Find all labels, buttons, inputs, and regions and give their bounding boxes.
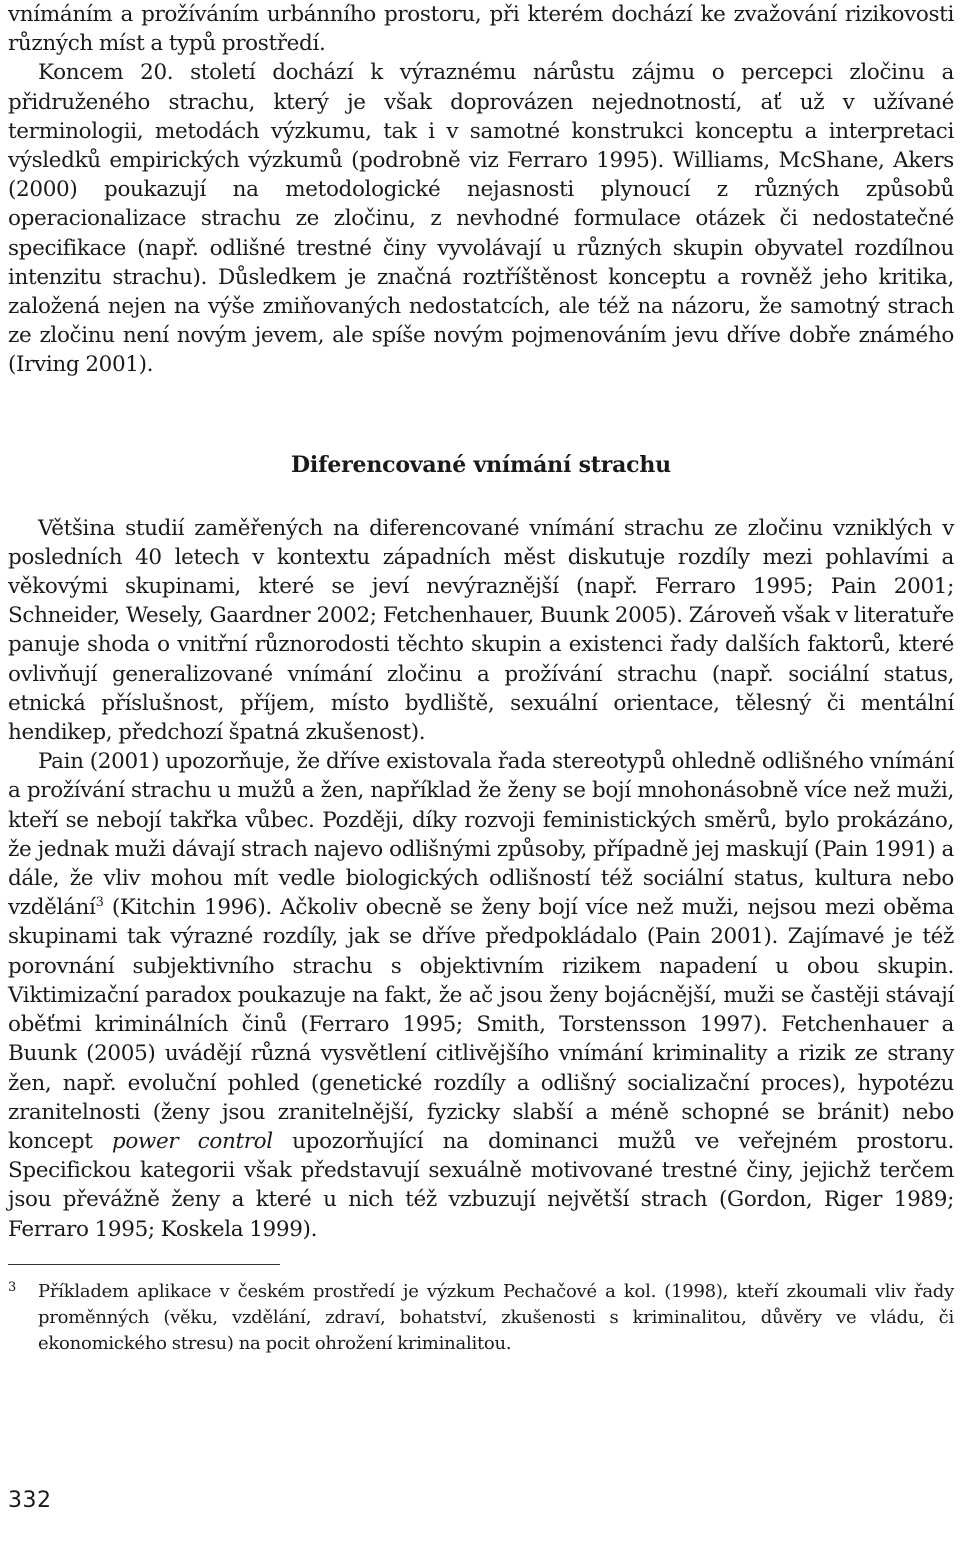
footnote [8,1279,954,1357]
footnote-divider [8,1264,280,1265]
paragraph-2-text-a: Pain (2001) upozorňuje, že dříve existovala řada stereotypů ohledně odlišného vnímání a prožívání strachu u mužů a žen, například že ženy se bojí mnohonásobně více než muži, kteří se nebojí takřka vůbec. Později, díky rozvoji feministických směrů, bylo prokázáno, že jednak muži dávají strach najevo odlišnými způsoby, případně jej maskují (Pain 1991) a dále, že vliv mohou mít vedle biologických odlišností též sociální status, kultura nebo vzdělání [8,749,954,921]
intro-paragraph-continued: vnímáním a prožíváním urbánního prostoru, při kterém dochází ke zvažování rizikovosti různých míst a typů prostředí. [8,2,954,57]
section-heading: Diferencované vnímání strachu [291,451,671,478]
paragraph-2-text-c: upozorňující na dominanci mužů ve veřejném prostoru. Specifickou kategorii však představují sexuálně motivované trestné činy, jejichž terčem jsou převážně ženy a které u nich též vzbuzují největší strach (Gordon, Riger 1989; Ferraro 1995; Koskela 1999). [8,1128,955,1242]
page-number: 332 [8,1488,52,1513]
footnote-reference: 3 [95,895,104,911]
page-body [8,0,954,1357]
section-paragraph-1: Většina studií zaměřených na diferencované vnímání strachu ze zločinu vzniklých v posledních 40 letech v kontextu západních měst diskutuje rozdíly mezi pohlavími a věkovými skupinami, které se jeví nevýraznější (např. Ferraro 1995; Pain 2001; Schneider, Wesely, Gaardner 2002; Fetchenhauer, Buunk 2005). Zároveň však v literatuře panuje shoda o vnitřní různorodosti těchto skupin a existenci řady dalších faktorů, které ovlivňují generalizované vnímání zločinu a prožívání strachu (např. sociální status, etnická příslušnost, příjem, místo bydliště, sexuální orientace, tělesný či mentální hendikep, předchozí špatná zkušenost). [8,515,954,746]
paragraph-2-text-b: (Kitchin 1996). Ačkoliv obecně se ženy bojí více než muži, nejsou mezi oběma skupinami tak výrazné rozdíly, jak se dříve předpokládalo (Pain 2001). Zajímavé je též porovnání subjektivního strachu s objektivním rizikem napadení u obou skupin. Viktimizační paradox poukazuje na fakt, že ač jsou ženy bojácnější, muži se častěji stávají oběťmi kriminálních činů (Ferraro 1995; Smith, Torstensson 1997). Fetchenhauer a Buunk (2005) uvádějí různá vysvětlení citlivějšího vnímání kriminality a rizik ze strany žen, např. evoluční pohled (genetické rozdíly a odlišný socializační proces), hypotézu zranitelnosti (ženy jsou zranitelnější, fyzicky slabší a méně schopné se bránit) nebo koncept [8,895,954,1154]
intro-paragraph: Koncem 20. století dochází k výraznému nárůstu zájmu o percepci zločinu a přidruženého strachu, který je však doprovázen nejednotností, ať už v užívané terminologii, metodách výzkumu, tak i v samotné konstrukci konceptu a interpretaci výsledků empirických výzkumů (podrobně viz Ferraro 1995). Williams, McShane, Akers (2000) poukazují na metodologické nejasnosti plynoucí z různých způsobů operacionalizace strachu ze zločinu, z nevhodné formulace otázek či nedostatečné specifikace (např. odlišné trestné činy vyvolávají u různých skupin obyvatel rozdílnou intenzitu strachu). Důsledkem je značná roztříštěnost konceptu a rovněž jeho kritika, založená nejen na výše zmiňovaných nedostatcích, ale též na názoru, že samotný strach ze zločinu není novým jevem, ale spíše novým pojmenováním jevu dříve dobře známého (Irving 2001). [8,60,954,378]
italic-term: power control [111,1128,273,1154]
footnote-text: Příkladem aplikace v českém prostředí je výzkum Pechačové a kol. (1998), kteří zkoumali vliv řady proměnných (věku, vzdělání, zdraví, bohatství, zkušenosti s kriminalitou, důvěry ve vládu, či ekonomického stresu) na pocit ohrožení kriminalitou. [38,1280,954,1354]
section-paragraph-2 [8,747,954,1243]
footnote-mark: 3 [8,1279,17,1295]
